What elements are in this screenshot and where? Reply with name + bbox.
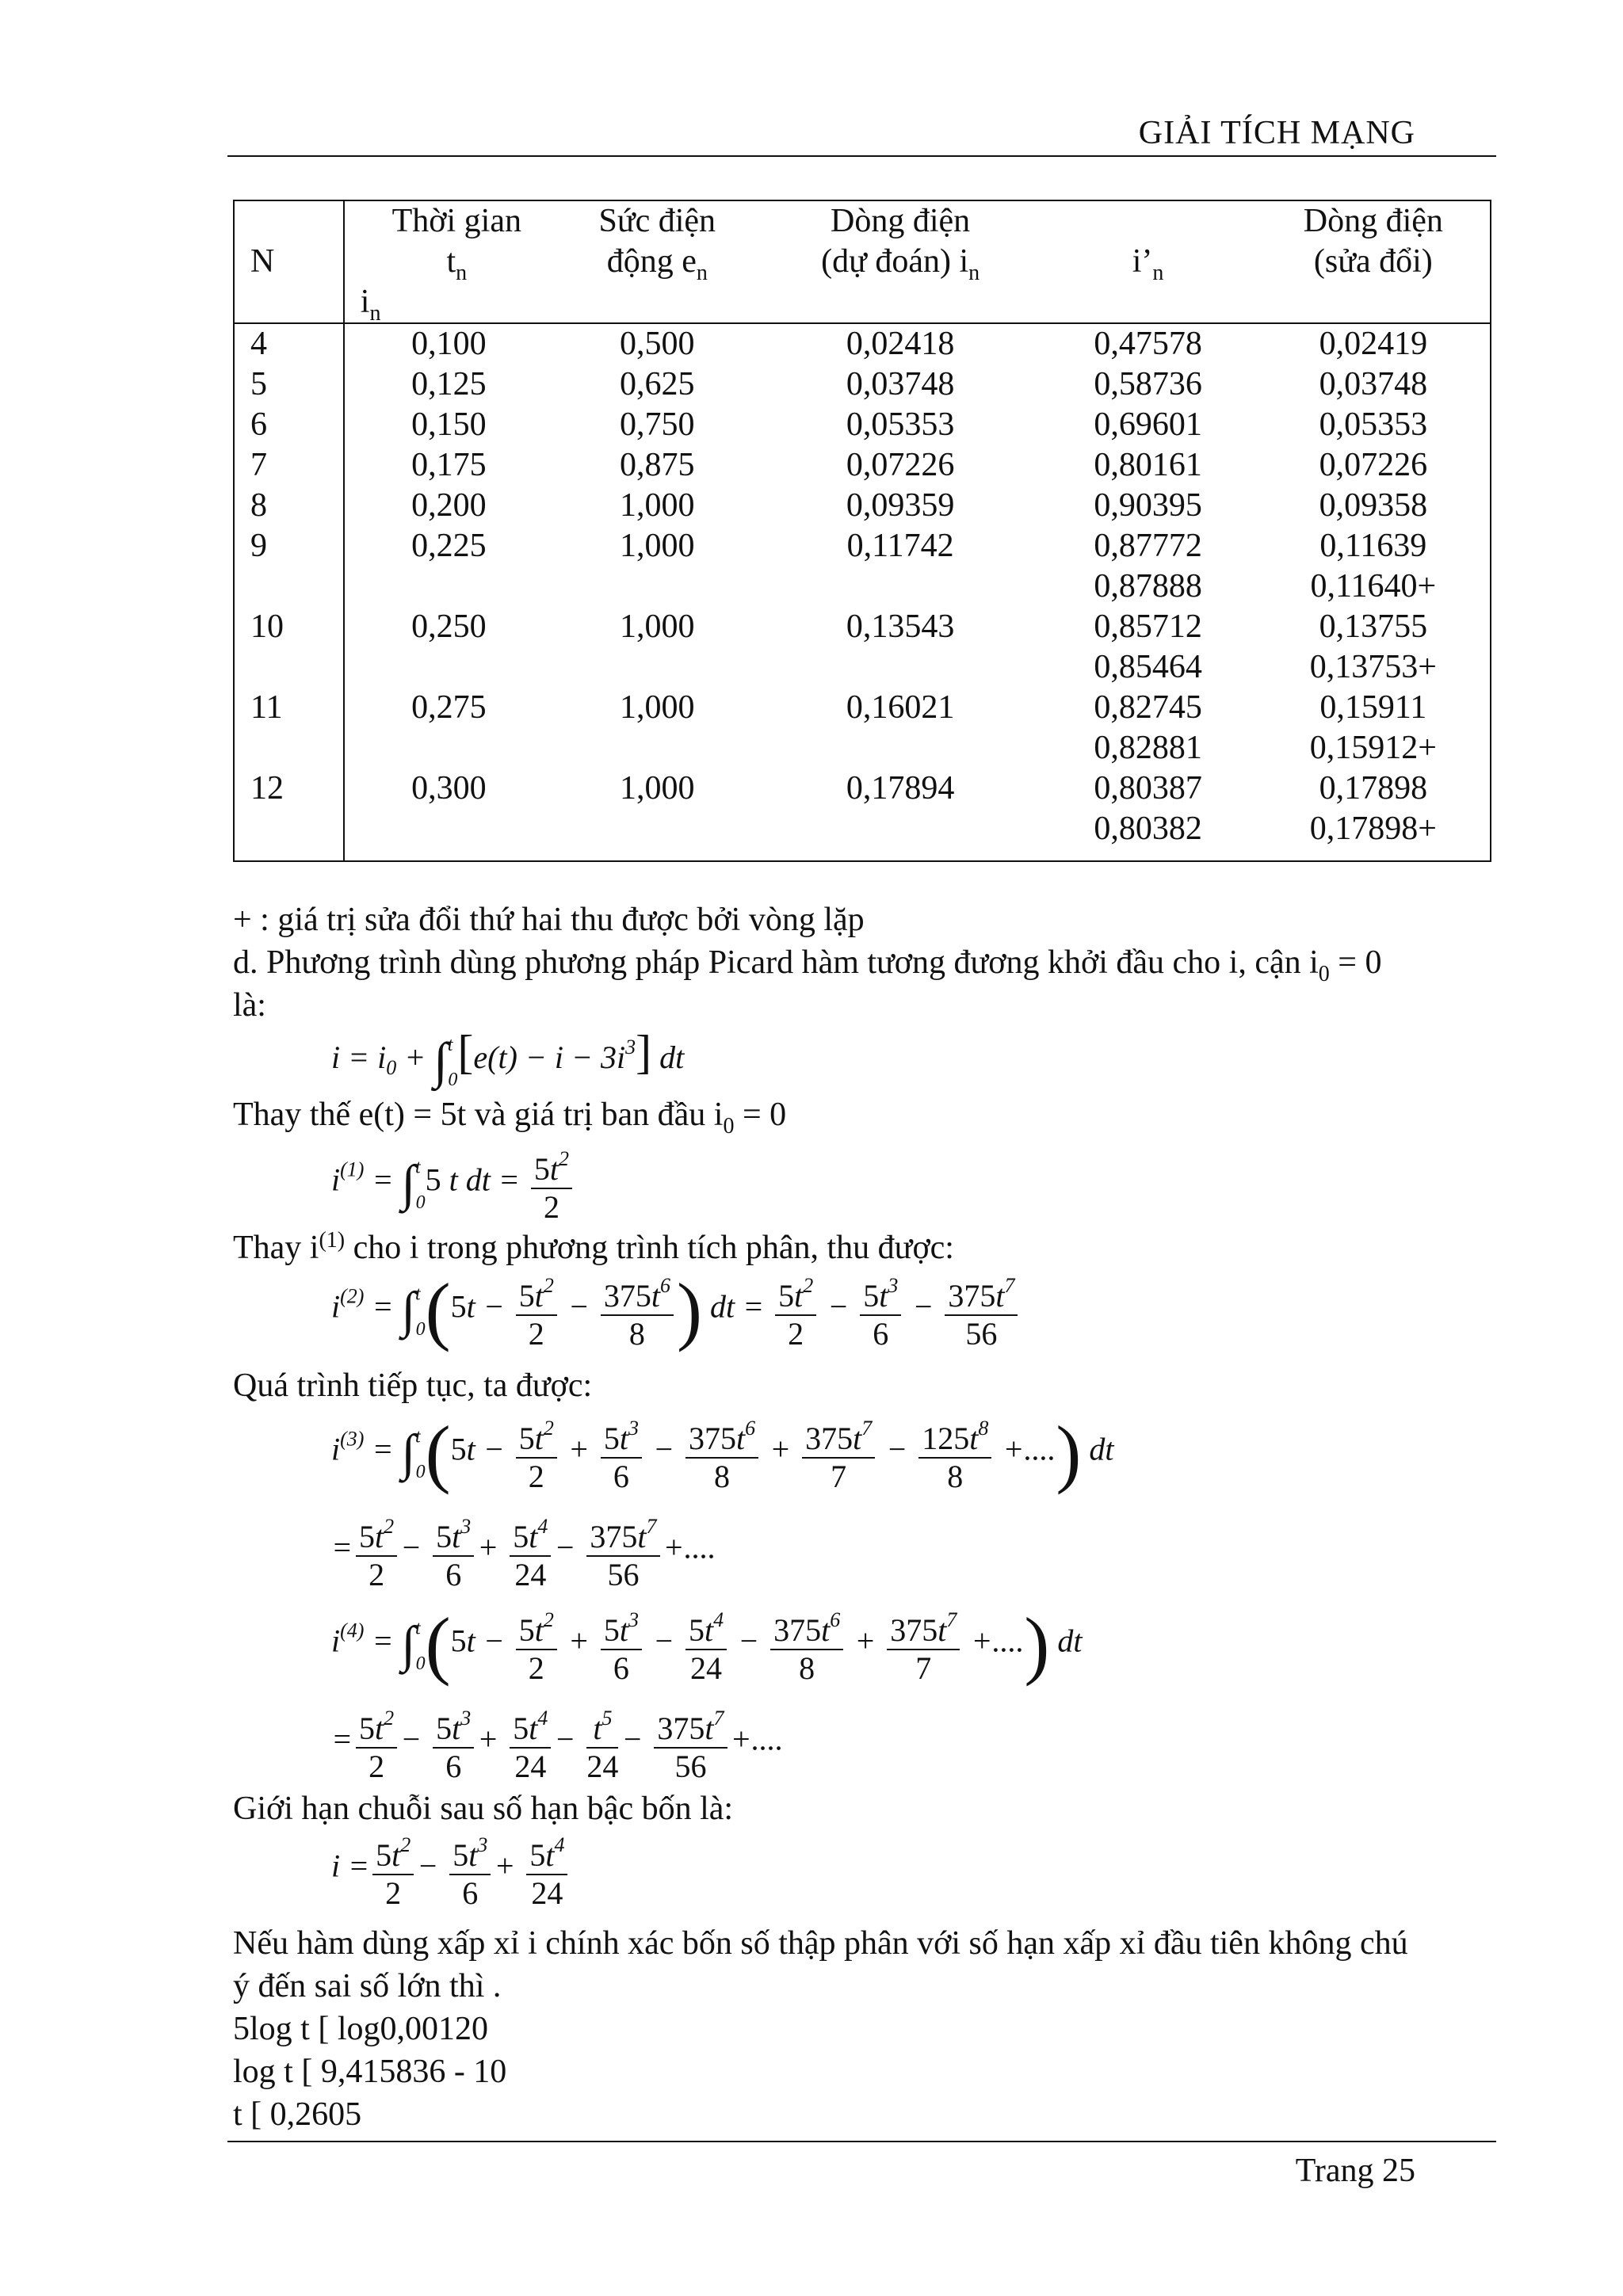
col-header-n: N [234, 200, 344, 323]
cell-e: 1,000 [620, 608, 695, 645]
cell-d: 0,85712 [1094, 608, 1202, 645]
cell-n: 4 [234, 323, 344, 364]
cell-e: 1,000 [620, 689, 695, 726]
cell-p: 0,05353 [846, 406, 955, 443]
cell-c: 0,03748 [1319, 366, 1428, 402]
cell-c: 0,07226 [1319, 447, 1428, 483]
cell-n: 8 [234, 486, 344, 526]
cell-t [344, 566, 553, 607]
cell-e [553, 647, 762, 688]
equation-i4-result: = $\frac{5t^2}{2}$ − $\frac{5t^3}{6}$ + $\frac{5t^4}{24}$ − $\frac{t^5}{24}$ − $\frac{375t^7}{56}$ +.... [331, 1700, 784, 1785]
table-row [234, 688, 1491, 728]
page-number: Trang 25 [1295, 2153, 1415, 2189]
col-header-emf: Sức điện động $e_n$ [598, 203, 716, 285]
header-rule [227, 155, 1496, 157]
cell-c: 0,11639 [1319, 528, 1427, 564]
table-row [234, 405, 1491, 445]
cell-t [344, 728, 553, 769]
cell-t [344, 647, 553, 688]
table-spacer-row [234, 849, 1491, 861]
cell-d: 0,85464 [1094, 649, 1202, 685]
col-header-time: Thời gian $t_n$ $i_n$ [360, 203, 521, 326]
cell-d: 0,90395 [1094, 487, 1202, 524]
table-row [234, 526, 1491, 566]
cell-p: 0,02418 [846, 326, 955, 362]
results-table-wrap [233, 200, 1491, 862]
cell-n: 9 [234, 526, 344, 566]
cell-n [234, 728, 344, 769]
cell-n [234, 647, 344, 688]
cell-t: 0,125 [411, 366, 487, 402]
cell-d: 0,47578 [1094, 326, 1202, 362]
table-row [234, 607, 1491, 647]
cell-c: 0,13753+ [1309, 649, 1437, 685]
table-row [234, 647, 1491, 688]
cell-c: 0,17898 [1319, 770, 1428, 807]
cell-t: 0,150 [411, 406, 487, 443]
cell-t [344, 809, 553, 849]
equation-i1: $i^{(1)} = \int^t_05$ t dt = $\frac{5t^2}{2}$ [331, 1141, 575, 1226]
cell-e: 1,000 [620, 487, 695, 524]
cell-c: 0,11640+ [1310, 568, 1437, 605]
cell-e: 1,000 [620, 770, 695, 807]
cell-e: 0,750 [620, 406, 695, 443]
cell-t: 0,275 [411, 689, 487, 726]
paragraph-d: d. Phương trình dùng phương pháp Picard hàm tương đương khởi đầu cho i, cận $i_0 = 0$ là: [233, 944, 1382, 1024]
cell-n [234, 809, 344, 849]
table-row [234, 364, 1491, 405]
cell-n: 12 [234, 769, 344, 809]
cell-p: 0,03748 [846, 366, 955, 402]
cell-c: 0,15912+ [1309, 730, 1437, 766]
cell-c: 0,09358 [1319, 487, 1428, 524]
table-body [234, 323, 1491, 861]
cell-n: 10 [234, 607, 344, 647]
cell-p [762, 728, 1040, 769]
cell-p [762, 566, 1040, 607]
cell-d: 0,80161 [1094, 447, 1202, 483]
cell-d: 0,80382 [1094, 810, 1202, 847]
cell-e: 0,875 [620, 447, 695, 483]
equation-picard: $i = i_0 + \int^t_0[e(t) - i - 3i^3]$ dt [331, 1026, 685, 1090]
cell-p: 0,16021 [846, 689, 955, 726]
cell-p [762, 647, 1040, 688]
cell-t: 0,200 [411, 487, 487, 524]
col-header-predicted: Dòng điện (dự đoán) $i_n$ [821, 203, 980, 285]
cell-p: 0,13543 [846, 608, 955, 645]
extra-header: i [360, 284, 370, 320]
running-head: GIẢI TÍCH MẠNG [1138, 115, 1415, 151]
cell-p: 0,09359 [846, 487, 955, 524]
cell-d: 0,80387 [1094, 770, 1202, 807]
cell-n: 5 [234, 364, 344, 405]
cell-e [553, 728, 762, 769]
cell-n: 7 [234, 445, 344, 486]
cell-e [553, 566, 762, 607]
table-row [234, 769, 1491, 809]
equation-i3-result: = $\frac{5t^2}{2}$ − $\frac{5t^3}{6}$ + $\frac{5t^4}{24}$ − $\frac{375t^7}{56}$ +.... [331, 1508, 716, 1593]
equation-i3: $i^{(3)} = \int^t_0(5t$ − $\frac{5t^2}{2}$ + $\frac{5t^3}{6}$ − $\frac{375t^6}{8}$ + $\frac{375t^7}{7}$ − $\frac{125t^8}{8}$ +....) dt [331, 1410, 1114, 1495]
continue-line: Quá trình tiếp tục, ta được: [233, 1367, 593, 1404]
limit-line: Giới hạn chuỗi sau số hạn bậc bốn là: [233, 1791, 734, 1827]
cell-p: 0,17894 [846, 770, 955, 807]
cell-c: 0,05353 [1319, 406, 1428, 443]
cell-n [234, 566, 344, 607]
cell-t: 0,175 [411, 447, 487, 483]
cell-e: 0,625 [620, 366, 695, 402]
cell-c: 0,13755 [1319, 608, 1428, 645]
cell-d: 0,82745 [1094, 689, 1202, 726]
cell-c: 0,02419 [1319, 326, 1428, 362]
cell-d: 0,58736 [1094, 366, 1202, 402]
cell-t: 0,100 [411, 326, 487, 362]
cell-d: 0,69601 [1094, 406, 1202, 443]
final-paragraph: Nếu hàm dùng xấp xỉ i chính xác bốn số thập phân với số hạn xấp xỉ đầu tiên không chú ý đến sai số lớn thì . 5log t [ log0,00120 log t [ 9,415836 - 10 t [ 0,2605 [233, 1925, 1408, 2133]
cell-c: 0,15911 [1319, 689, 1427, 726]
cell-t: 0,250 [411, 608, 487, 645]
cell-d: 0,87772 [1094, 528, 1202, 564]
cell-p: 0,07226 [846, 447, 955, 483]
cell-e [553, 809, 762, 849]
note-line: + : giá trị sửa đổi thứ hai thu được bởi vòng lặp [233, 902, 865, 938]
table-header-row [234, 200, 1491, 323]
cell-e: 1,000 [620, 528, 695, 564]
table-row [234, 445, 1491, 486]
col-header-corrected: Dòng điện (sửa đổi) [1303, 203, 1443, 280]
table-row [234, 728, 1491, 769]
table-row [234, 486, 1491, 526]
footer-rule [227, 2141, 1496, 2142]
equation-i4: $i^{(4)} = \int^t_0(5t$ − $\frac{5t^2}{2}$ + $\frac{5t^3}{6}$ − $\frac{5t^4}{24}$ − $\frac{375t^6}{8}$ + $\frac{375t^7}{7}$ +....) dt [331, 1602, 1083, 1687]
results-table [233, 200, 1491, 862]
equation-i2: $i^{(2)} = \int^t_0(5t$ − $\frac{5t^2}{2}$ − $\frac{375t^6}{8}$ ) dt = $\frac{5t^2}{2}$ − $\frac{5t^3}{6}$ − $\frac{375t^7}{56}$ [331, 1266, 1021, 1354]
col-header-derivative: $i’_n$ [1132, 243, 1164, 285]
substitution-line: Thay thế e(t) = 5t và giá trị ban đầu $i_0 = 0$ [233, 1097, 787, 1138]
equation-limit: i = $\frac{5t^2}{2}$ − $\frac{5t^3}{6}$ + $\frac{5t^4}{24}$ [331, 1827, 571, 1912]
cell-t: 0,300 [411, 770, 487, 807]
table-row [234, 809, 1491, 849]
cell-p [762, 809, 1040, 849]
cell-d: 0,87888 [1094, 568, 1202, 605]
table-row [234, 566, 1491, 607]
cell-n: 11 [234, 688, 344, 728]
cell-t: 0,225 [411, 528, 487, 564]
cell-n: 6 [234, 405, 344, 445]
cell-d: 0,82881 [1094, 730, 1202, 766]
table-row [234, 323, 1491, 364]
thay-line: Thay $i^{(1)}$ cho i trong phương trình tích phân, thu được: [233, 1228, 954, 1266]
cell-e: 0,500 [620, 326, 695, 362]
cell-c: 0,17898+ [1309, 810, 1437, 847]
cell-p: 0,11742 [846, 528, 954, 564]
